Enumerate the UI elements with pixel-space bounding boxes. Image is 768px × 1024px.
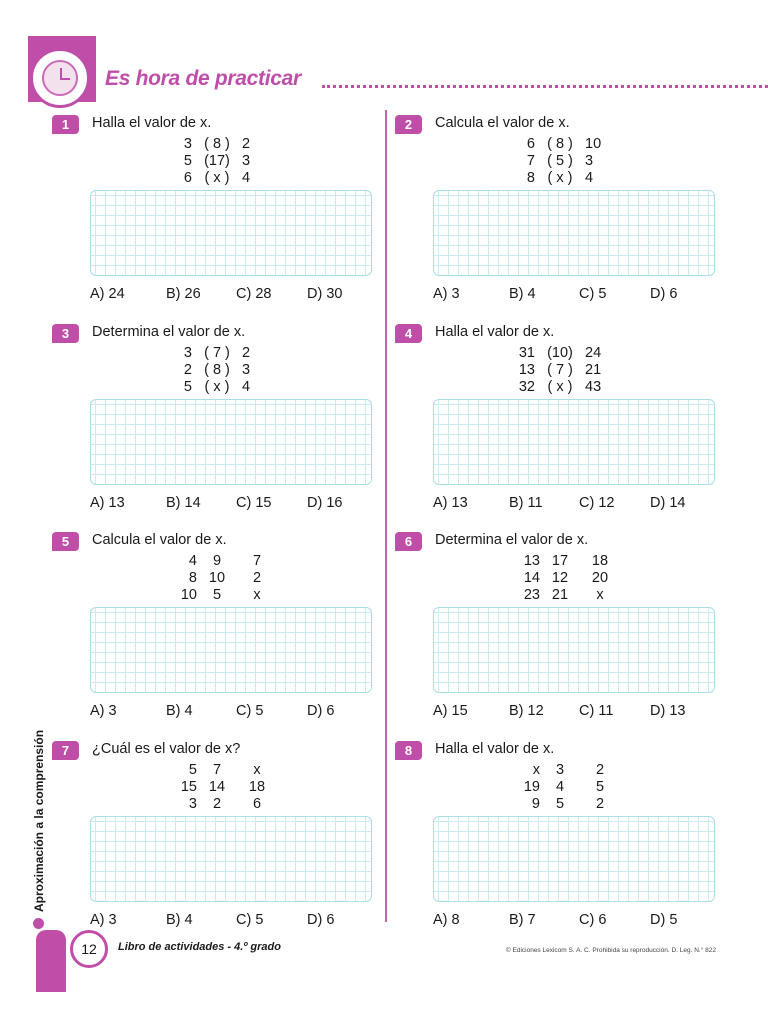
option-b[interactable]: B) 7 [509,912,536,928]
option-d[interactable]: D) 13 [650,703,686,719]
number-matrix [495,345,635,396]
option-d[interactable]: D) 6 [307,703,335,719]
matrix-row: 8 ( x ) 4 [526,170,594,186]
exercise-number: 4 [395,324,422,343]
number-matrix [152,345,292,396]
option-c[interactable]: C) 28 [236,286,272,302]
option-c[interactable]: C) 5 [236,912,264,928]
book-title: Libro de actividades - 4.º grado [118,941,281,953]
exercise-prompt: Determina el valor de x. [92,324,246,340]
matrix-row: 31 (10) 24 [518,345,602,361]
exercise-number: 1 [52,115,79,134]
option-d[interactable]: D) 6 [650,286,678,302]
matrix-row: 3 ( 7 ) 2 [183,345,251,361]
exercise-number: 8 [395,741,422,760]
column-divider [385,110,387,922]
work-grid[interactable] [433,190,715,276]
matrix-row: 5 7 x [188,762,261,778]
option-a[interactable]: A) 3 [433,286,460,302]
number-matrix [495,553,635,604]
header-dotted-rule [322,85,768,88]
option-b[interactable]: B) 4 [166,703,193,719]
option-c[interactable]: C) 11 [579,703,614,719]
matrix-row: 7 ( 5 ) 3 [526,153,594,169]
option-a[interactable]: A) 3 [90,703,117,719]
option-a[interactable]: A) 13 [433,495,468,511]
option-b[interactable]: B) 4 [166,912,193,928]
work-grid[interactable] [90,399,372,485]
exercise-number: 5 [52,532,79,551]
page-number: 12 [70,930,108,968]
exercise-2 [395,114,725,310]
matrix-row: 5 (17) 3 [183,153,251,169]
footer-tab [36,930,66,992]
side-bullet-icon [33,918,44,929]
matrix-row: x 3 2 [532,762,605,778]
number-matrix [495,762,635,813]
option-c[interactable]: C) 5 [236,703,264,719]
work-grid[interactable] [433,607,715,693]
option-b[interactable]: B) 14 [166,495,201,511]
work-grid[interactable] [90,816,372,902]
exercise-1 [52,114,382,310]
option-d[interactable]: D) 16 [307,495,343,511]
option-a[interactable]: A) 8 [433,912,460,928]
option-b[interactable]: B) 26 [166,286,201,302]
option-b[interactable]: B) 11 [509,495,543,511]
copyright-notice: © Ediciones Lexicom S. A. C. Prohibida su reproducción. D. Leg. N.° 822 [505,947,716,954]
side-section-label: Aproximación a la comprensión [32,729,46,912]
option-b[interactable]: B) 4 [509,286,536,302]
matrix-row: 14 12 20 [523,570,609,586]
exercise-prompt: ¿Cuál es el valor de x? [92,741,241,757]
matrix-row: 2 ( 8 ) 3 [183,362,251,378]
exercise-prompt: Determina el valor de x. [435,532,589,548]
option-c[interactable]: C) 12 [579,495,615,511]
exercise-number: 6 [395,532,422,551]
matrix-row: 19 4 5 [523,779,605,795]
matrix-row: 15 14 18 [180,779,266,795]
option-d[interactable]: D) 5 [650,912,678,928]
exercise-3 [52,323,382,519]
option-a[interactable]: A) 24 [90,286,125,302]
matrix-row: 8 10 2 [188,570,262,586]
exercise-prompt: Calcula el valor de x. [435,115,570,131]
exercise-prompt: Calcula el valor de x. [92,532,227,548]
exercise-number: 7 [52,741,79,760]
clock-icon [30,48,90,108]
matrix-row: 13 17 18 [523,553,609,569]
exercise-8 [395,740,725,936]
option-c[interactable]: C) 15 [236,495,272,511]
matrix-row: 3 2 6 [188,796,262,812]
option-c[interactable]: C) 6 [579,912,607,928]
matrix-row: 32 ( x ) 43 [518,379,602,395]
matrix-row: 13 ( 7 ) 21 [518,362,602,378]
exercise-7 [52,740,382,936]
number-matrix [495,136,635,187]
page-title: Es hora de practicar [105,67,301,90]
work-grid[interactable] [90,607,372,693]
matrix-row: 5 ( x ) 4 [183,379,251,395]
work-grid[interactable] [433,816,715,902]
matrix-row: 9 5 2 [531,796,605,812]
number-matrix [152,136,292,187]
option-d[interactable]: D) 30 [307,286,343,302]
exercise-prompt: Halla el valor de x. [435,324,555,340]
exercise-4 [395,323,725,519]
exercise-number: 3 [52,324,79,343]
option-a[interactable]: A) 15 [433,703,468,719]
option-d[interactable]: D) 14 [650,495,686,511]
exercise-5 [52,531,382,727]
exercise-prompt: Halla el valor de x. [92,115,212,131]
matrix-row: 6 ( x ) 4 [183,170,251,186]
option-a[interactable]: A) 3 [90,912,117,928]
exercise-6 [395,531,725,727]
work-grid[interactable] [433,399,715,485]
exercise-prompt: Halla el valor de x. [435,741,555,757]
matrix-row: 3 ( 8 ) 2 [183,136,251,152]
option-a[interactable]: A) 13 [90,495,125,511]
number-matrix [152,762,292,813]
matrix-row: 4 9 7 [188,553,262,569]
option-b[interactable]: B) 12 [509,703,544,719]
option-d[interactable]: D) 6 [307,912,335,928]
matrix-row: 6 ( 8 ) 10 [526,136,602,152]
work-grid[interactable] [90,190,372,276]
matrix-row: 10 5 x [180,587,261,603]
number-matrix [152,553,292,604]
option-c[interactable]: C) 5 [579,286,607,302]
exercise-number: 2 [395,115,422,134]
matrix-row: 23 21 x [523,587,604,603]
